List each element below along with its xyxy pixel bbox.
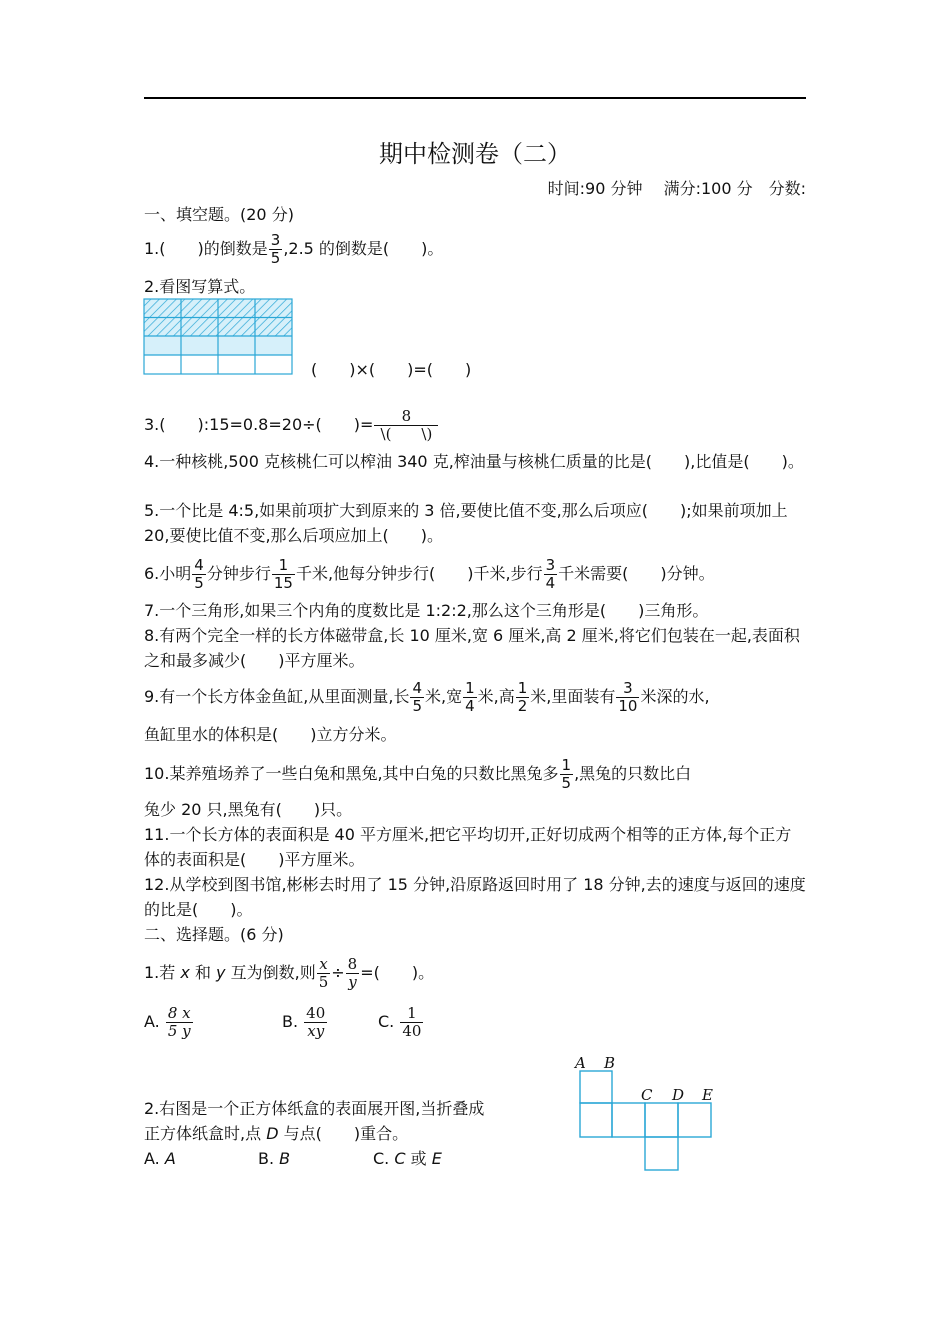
page-title: 期中检测卷（二） <box>379 140 571 168</box>
question-7: 7.一个三角形,如果三个内角的度数比是 1:2:2,那么这个三角形是( )三角形。 <box>144 601 709 620</box>
net-label-c: C <box>641 1086 653 1104</box>
net-label-b: B <box>604 1054 616 1072</box>
section-2-heading: 二、选择题。(6 分) <box>144 925 284 944</box>
choice-question-1: 1.若 x 和 y 互为倒数,则 $\frac{x}{5}$ ÷ $\frac{8}{y}$ =( )。 <box>144 955 435 991</box>
question-2-expression: ( )×( )=( ) <box>311 360 472 379</box>
question-11: 11.一个长方体的表面积是 40 平方厘米,把它平均切开,正好切成两个相等的正方体,每个正方体的表面积是( )平方厘米。 <box>144 825 792 869</box>
choice-2-option-a[interactable]: A. A <box>144 1149 176 1168</box>
choice-1-option-b[interactable]: B. $\frac{40}{xy}$ <box>282 1004 326 1040</box>
question-9-line-1: 9.有一个长方体金鱼缸,从里面测量,长 $\frac{4}{5}$ 米,宽 $\frac{1}{4}$ 米,高 $\frac{1}{2}$ 米,里面装有 $\frac{3}{10}$ 米深的水, <box>144 679 710 715</box>
question-3: 3.( ):15=0.8=20÷( )= $\frac{8}{\backslash( \backslash)}$ <box>144 408 439 443</box>
question-10-line-2: 兔少 20 只,黑兔有( )只。 <box>144 800 353 819</box>
question-8: 8.有两个完全一样的长方体磁带盒,长 10 厘米,宽 6 厘米,高 2 厘米,将它们包装在一起,表面积之和最多减少( )平方厘米。 <box>144 626 800 670</box>
question-6: 6.小明 $\frac{4}{5}$ 分钟步行 $\frac{1}{15}$ 千米,他每分钟步行( )千米,步行 $\frac{3}{4}$ 千米需要( )分钟。 <box>144 556 715 592</box>
question-9-line-2: 鱼缸里水的体积是( )立方分米。 <box>144 725 397 744</box>
choice-question-2-line-2: 正方体纸盒时,点 D 与点( )重合。 <box>144 1124 409 1143</box>
net-label-e: E <box>702 1086 713 1104</box>
choice-2-option-c[interactable]: C. C 或 E <box>373 1149 442 1168</box>
section-1-heading: 一、填空题。(20 分) <box>144 205 294 224</box>
question-5: 5.一个比是 4:5,如果前项扩大到原来的 3 倍,要使比值不变,那么后项应( );如果前项加上 20,要使比值不变,那么后项应加上( )。 <box>144 501 788 545</box>
net-label-d: D <box>672 1086 685 1104</box>
question-10-line-1: 10.某养殖场养了一些白兔和黑兔,其中白兔的只数比黑兔多 $\frac{1}{5}$ ,黑兔的只数比白 <box>144 756 692 792</box>
question-1: 1.( )的倒数是 $\frac{3}{5}$ ,2.5 的倒数是( )。 <box>144 231 444 267</box>
net-label-a: A <box>575 1054 586 1072</box>
choice-1-option-a[interactable]: A. $\frac{8 x}{5 y}$ <box>144 1004 191 1040</box>
question-12: 12.从学校到图书馆,彬彬去时用了 15 分钟,沿原路返回时用了 18 分钟,去的速度与返回的速度的比是( )。 <box>144 875 806 919</box>
question-2-label: 2.看图写算式。 <box>144 277 256 296</box>
exam-meta: 时间:90 分钟 满分:100 分 分数: <box>547 179 806 198</box>
choice-1-option-c[interactable]: C. $\frac{1}{40}$ <box>378 1004 422 1040</box>
question-4: 4.一种核桃,500 克核桃仁可以榨油 340 克,榨油量与核桃仁质量的比是( ),比值是( )。 <box>144 452 804 471</box>
shaded-grid-figure <box>143 298 293 376</box>
choice-question-2-line-1: 2.右图是一个正方体纸盒的表面展开图,当折叠成 <box>144 1099 485 1118</box>
choice-2-option-b[interactable]: B. B <box>258 1149 291 1168</box>
cube-net-figure <box>570 1052 720 1174</box>
top-rule <box>144 97 806 99</box>
